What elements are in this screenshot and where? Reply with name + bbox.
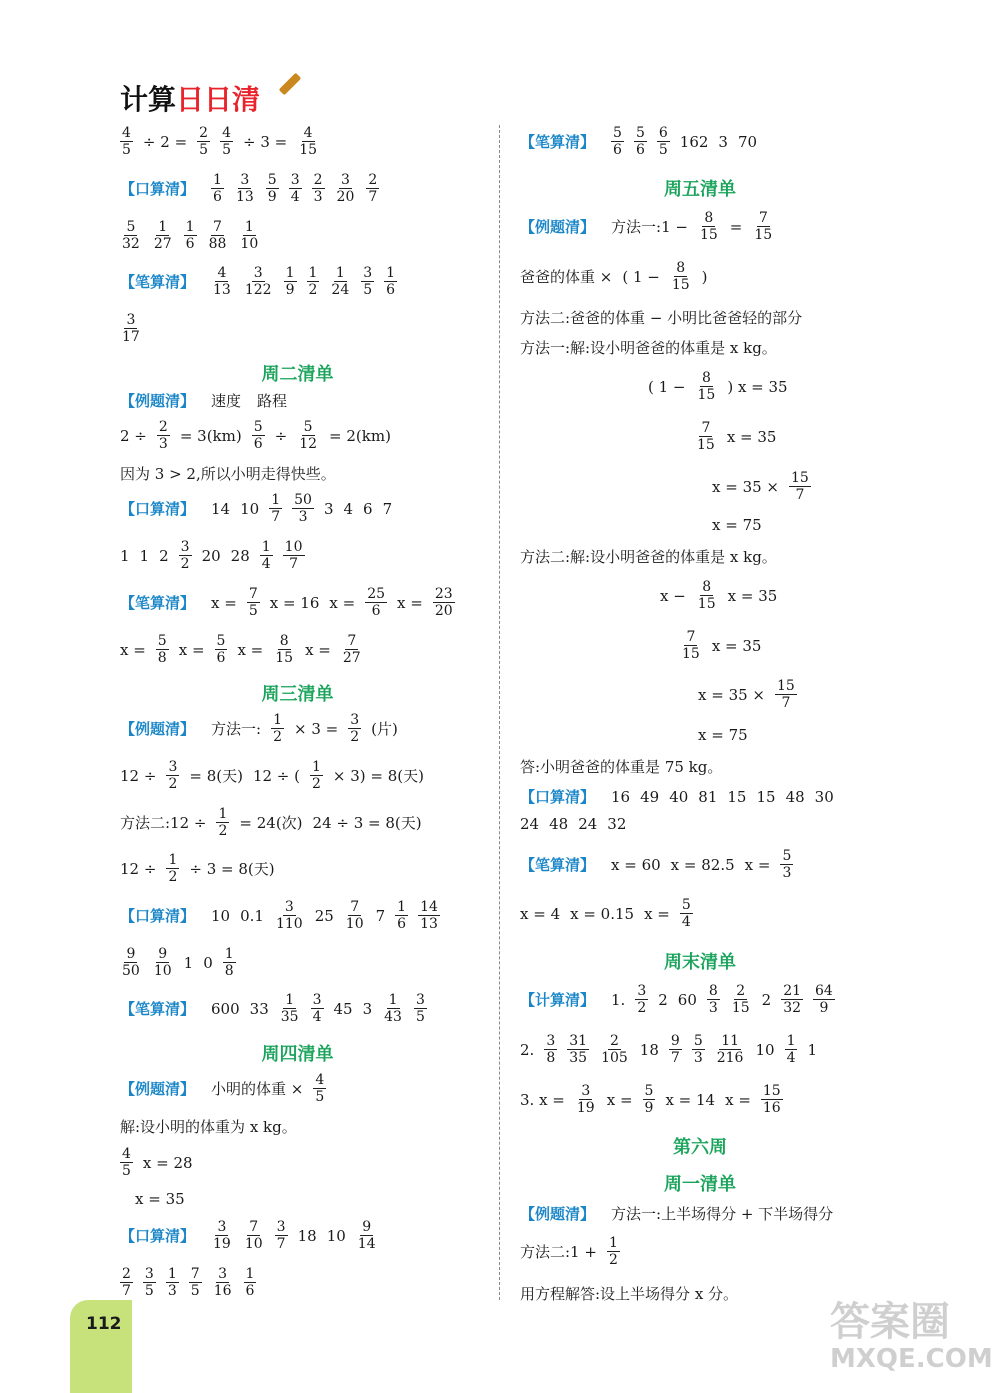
answer-line: 12 ÷ $\frac{1}{2}$ ÷ 3 = 8(天) [120, 852, 275, 885]
answer-line: 1 1 2 $\frac{3}{2}$ 20 28 $\frac{1}{4}$ $\frac{10}{7}$ [120, 539, 303, 572]
answer-line: x = 35 × $\frac{15}{7}$ [712, 470, 809, 503]
answer-line: 【例题清】 方法一:1 − $\frac{8}{15}$ = $\frac{7}{15}$ [520, 210, 773, 243]
answer-line: 12 ÷ $\frac{3}{2}$ = 8(天) 12 ÷ ( $\frac{1}{2}$ × 3) = 8(天) [120, 759, 425, 792]
answer-line: $\frac{7}{15}$ x = 35 [697, 420, 777, 453]
section-heading: 周二清单 [261, 364, 334, 385]
answer-line: 方法二:12 ÷ $\frac{1}{2}$ = 24(次) 24 ÷ 3 = 8(天) [120, 806, 422, 839]
answer-line: $\frac{9}{50}$ $\frac{9}{10}$ 1 0 $\frac{1}{8}$ [122, 946, 234, 979]
answer-line: 【口算清】 16 49 40 81 15 15 48 30 [520, 787, 834, 806]
answer-line: 解:设小明的体重为 x kg。 [120, 1118, 297, 1136]
answer-line: 【口算清】 14 10 $\frac{1}{7}$ $\frac{50}{3}$ 3 4 6 7 [120, 492, 393, 525]
section-heading: 周三清单 [261, 684, 334, 705]
answer-line: ( 1 − $\frac{8}{15}$ ) x = 35 [648, 370, 788, 403]
answer-line: 答:小明爸爸的体重是 75 kg。 [520, 758, 723, 776]
answer-line: x − $\frac{8}{15}$ x = 35 [660, 579, 778, 612]
answer-line: 24 48 24 32 [520, 815, 627, 833]
answer-line: 方法一:解:设小明爸爸的体重是 x kg。 [520, 339, 777, 357]
section-heading: 周一清单 [664, 1174, 736, 1195]
answer-line: $\frac{4}{5}$ x = 28 [122, 1146, 193, 1179]
answer-line: $\frac{5}{32}$ $\frac{1}{27}$ $\frac{1}{6}$ $\frac{7}{88}$ $\frac{1}{10}$ [122, 219, 259, 252]
answer-line: 爸爸的体重 × ( 1 − $\frac{8}{15}$ ) [520, 260, 708, 293]
answer-line: 方法二:爸爸的体重 − 小明比爸爸轻的部分 [520, 309, 803, 327]
answer-line: 2 ÷ $\frac{2}{3}$ = 3(km) $\frac{5}{6}$ ÷ $\frac{5}{12}$ = 2(km) [120, 419, 391, 452]
answer-line: 【笔算清】 $\frac{5}{6}$ $\frac{5}{6}$ $\frac{6}{5}$ 162 3 70 [520, 125, 758, 158]
pen-icon [279, 73, 302, 96]
answer-line: x = 75 [712, 516, 762, 534]
answer-line: 3. x = $\frac{3}{19}$ x = $\frac{5}{9}$ x = 14 x = $\frac{15}{16}$ [520, 1083, 781, 1116]
page-number-tab [70, 1300, 132, 1393]
brand-logo: 计算日日清 [120, 83, 261, 116]
section-heading: 第六周 [673, 1137, 727, 1158]
answer-line: 【口算清】 10 0.1 $\frac{3}{110}$ 25 $\frac{7}{10}$ 7 $\frac{1}{6}$ $\frac{14}{13}$ [120, 899, 438, 932]
answer-line: 因为 3 > 2,所以小明走得快些。 [120, 465, 336, 483]
answer-line: 方法二:解:设小明爸爸的体重是 x kg。 [520, 548, 777, 566]
answer-line: 【口算清】 $\frac{3}{19}$ $\frac{7}{10}$ $\frac{3}{7}$ 18 10 $\frac{9}{14}$ [120, 1219, 376, 1252]
answer-line: 【笔算清】 $\frac{4}{13}$ $\frac{3}{122}$ $\frac{1}{9}$ $\frac{1}{2}$ $\frac{1}{24}$ $\frac{3}{5}$ $\frac{1}{6}$ [120, 265, 396, 298]
section-heading: 周四清单 [261, 1044, 334, 1065]
answer-line: 【笔算清】 x = 60 x = 82.5 x = $\frac{5}{3}$ [520, 848, 792, 881]
answer-line: $\frac{3}{17}$ [122, 312, 140, 345]
answer-line: x = $\frac{5}{8}$ x = $\frac{5}{6}$ x = $\frac{8}{15}$ x = $\frac{7}{27}$ [120, 633, 361, 666]
answer-line: 【笔算清】 x = $\frac{7}{5}$ x = 16 x = $\frac{25}{6}$ x = $\frac{23}{20}$ [120, 586, 453, 619]
answer-line: x = 35 [135, 1190, 185, 1208]
watermark: 答案圈 MXQE.COM [830, 1299, 993, 1374]
answer-line: 2. $\frac{3}{8}$ $\frac{31}{35}$ $\frac{2}{105}$ 18 $\frac{9}{7}$ $\frac{5}{3}$ $\frac{11}{216}$ 10 $\frac{1}{4}$ 1 [520, 1033, 818, 1066]
answer-line: 【笔算清】 600 33 $\frac{1}{35}$ $\frac{3}{4}$ 45 3 $\frac{1}{43}$ $\frac{3}{5}$ [120, 992, 425, 1025]
answer-line: 用方程解答:设上半场得分 x 分。 [520, 1285, 739, 1303]
answer-line: 【例题清】 小明的体重 × $\frac{4}{5}$ [120, 1072, 325, 1105]
answer-line: x = 4 x = 0.15 x = $\frac{5}{4}$ [520, 897, 691, 930]
section-heading: 周末清单 [664, 952, 736, 973]
answer-line: x = 75 [698, 726, 748, 744]
answer-line: $\frac{7}{15}$ x = 35 [682, 629, 762, 662]
answer-line: 【例题清】 方法一:上半场得分 + 下半场得分 [520, 1205, 834, 1223]
answer-line: 【口算清】 $\frac{1}{6}$ $\frac{3}{13}$ $\frac{5}{9}$ $\frac{3}{4}$ $\frac{2}{3}$ $\frac{3}{20}$ $\frac{2}{7}$ [120, 172, 378, 205]
answer-line: x = 35 × $\frac{15}{7}$ [698, 678, 795, 711]
column-divider [499, 125, 500, 1300]
answer-line: $\frac{4}{5}$ ÷ 2 = $\frac{2}{5}$ $\frac{4}{5}$ ÷ 3 = $\frac{4}{15}$ [122, 125, 318, 158]
answer-line: 【例题清】 速度 路程 [120, 392, 288, 410]
answer-line: 【计算清】 1. $\frac{3}{2}$ 2 60 $\frac{8}{3}$ $\frac{2}{15}$ 2 $\frac{21}{32}$ $\frac{64}{9}$ [520, 983, 833, 1016]
answer-line: $\frac{2}{7}$ $\frac{3}{5}$ $\frac{1}{3}$ $\frac{7}{5}$ $\frac{3}{16}$ $\frac{1}{6}$ [122, 1266, 255, 1299]
answer-line: 【例题清】 方法一: $\frac{1}{2}$ × 3 = $\frac{3}{2}$ (片) [120, 712, 398, 745]
page-number: 112 [86, 1314, 122, 1334]
answer-line: 方法二:1 + $\frac{1}{2}$ [520, 1235, 618, 1268]
section-heading: 周五清单 [664, 179, 736, 200]
